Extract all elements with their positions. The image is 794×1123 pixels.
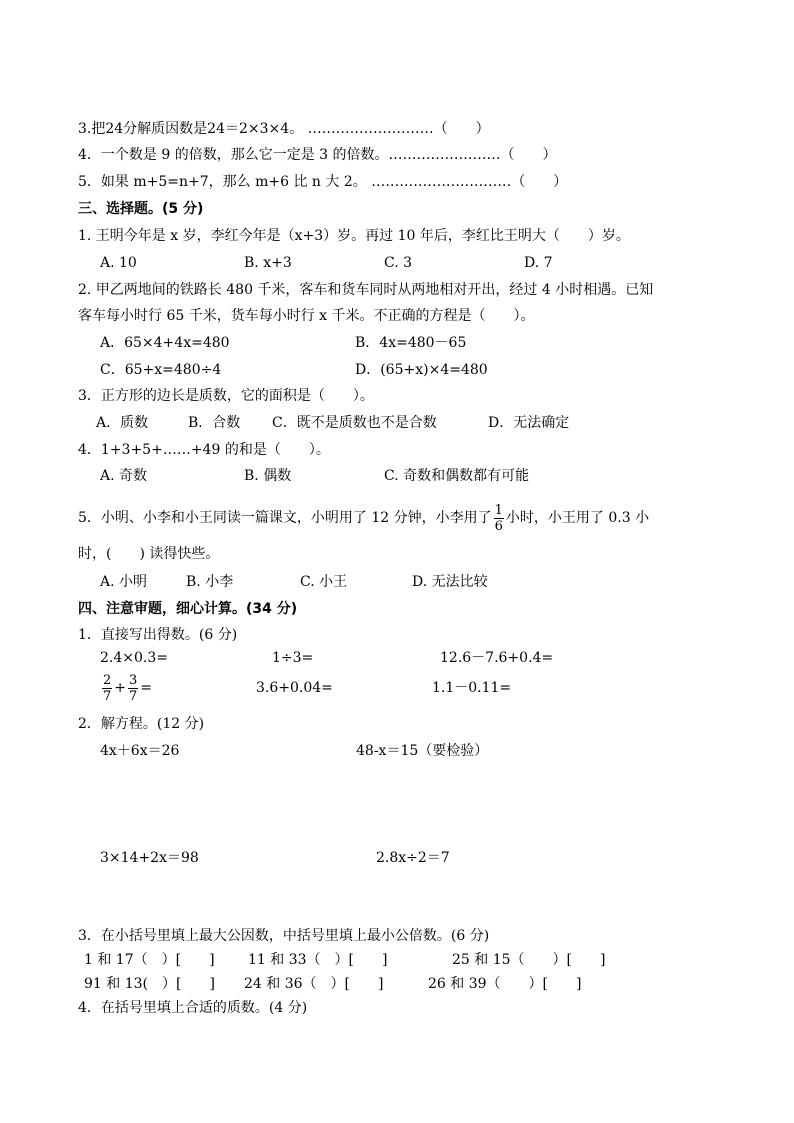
choice-q4-option-c: C. 奇数和偶数都有可能	[384, 468, 530, 484]
fraction-numerator: 1	[494, 502, 503, 518]
fraction-denominator: 7	[129, 688, 138, 704]
gcd-lcm-item-5: 24 和 36（ ）[ ]	[244, 976, 384, 992]
choice-q2-option-c: C．65+x=480÷4	[100, 362, 222, 378]
choice-q2-option-b: B．4x=480－65	[355, 335, 467, 351]
choice-q2-option-a: A．65×4+4x=480	[100, 335, 230, 351]
calc-item-5: 3.6+0.04=	[256, 680, 333, 696]
judge-q5: 5．如果 m+5=n+7，那么 m+6 比 n 大 2。 …………………………（ ）	[78, 174, 568, 190]
calc-item-2: 1÷3=	[272, 650, 314, 666]
gcd-lcm-item-4: 91 和 13( ）[ ]	[84, 976, 215, 992]
choice-q5-text-b: 小时，小王用了 0.3 小	[505, 510, 650, 526]
choice-q2-line2: 客车每小时行 65 千米，货车每小时行 x 千米。不正确的方程是（ ）。	[78, 308, 535, 324]
choice-q3-option-c: C．既不是质数也不是合数	[272, 415, 437, 431]
calc-part4-title: 4．在括号里填上合适的质数。(4 分)	[78, 1000, 308, 1016]
calc-item-4	[100, 670, 152, 706]
fraction-denominator: 7	[103, 688, 112, 704]
fraction-numerator: 3	[129, 672, 138, 688]
choice-q1-option-b: B. x+3	[244, 255, 292, 271]
choice-q3-option-d: D．无法确定	[488, 415, 570, 431]
choice-q5-option-d: D. 无法比较	[412, 574, 488, 590]
section-4-title: 四、注意审题，细心计算。(34 分)	[78, 601, 298, 617]
plus-sign: +	[114, 680, 127, 696]
equation-4: 2.8x÷2＝7	[376, 850, 450, 866]
gcd-lcm-item-6: 26 和 39（ ）[ ]	[428, 976, 582, 992]
judge-q4: 4．一个数是 9 的倍数，那么它一定是 3 的倍数。……………………（ ）	[78, 147, 557, 163]
choice-q5-line1	[78, 500, 649, 536]
choice-q1-option-d: D. 7	[524, 255, 553, 271]
choice-q5-option-b: B. 小李	[186, 574, 234, 590]
judge-q3: 3.把24分解质因数是24＝2×3×4。 ………………………（ ）	[78, 121, 490, 137]
gcd-lcm-item-1: 1 和 17（ ）[ ]	[84, 952, 215, 968]
calc-fraction-1	[102, 673, 112, 704]
calc-part1-title: 1．直接写出得数。(6 分)	[78, 627, 238, 643]
choice-q2-option-d: D．(65+x)×4=480	[355, 362, 488, 378]
calc-part3-title: 3．在小括号里填上最大公因数，中括号里填上最小公倍数。(6 分)	[78, 928, 490, 944]
choice-q5-text-a: 5．小明、小李和小王同读一篇课文，小明用了 12 分钟，小李用了	[78, 510, 492, 526]
equation-3: 3×14+2x＝98	[100, 850, 199, 866]
calc-item-1: 2.4×0.3=	[100, 650, 168, 666]
choice-q1-option-c: C. 3	[384, 255, 413, 271]
choice-q4-option-b: B. 偶数	[244, 468, 292, 484]
fraction-denominator: 6	[494, 518, 503, 534]
calc-part2-title: 2．解方程。(12 分)	[78, 716, 205, 732]
equals-sign: =	[140, 680, 153, 696]
gcd-lcm-item-3: 25 和 15（ ）[ ]	[452, 952, 606, 968]
calc-fraction-2	[128, 673, 138, 704]
choice-q5-line2: 时，( ) 读得快些。	[78, 546, 220, 562]
choice-q1-option-a: A. 10	[100, 255, 137, 271]
calc-item-6: 1.1－0.11=	[432, 680, 512, 696]
section-3-title: 三、选择题。(5 分)	[78, 201, 204, 217]
choice-q3-option-b: B．合数	[188, 415, 241, 431]
choice-q3: 3．正方形的边长是质数，它的面积是（ ）。	[78, 388, 374, 404]
choice-q5-option-c: C. 小王	[300, 574, 348, 590]
choice-q3-option-a: A．质数	[96, 415, 149, 431]
gcd-lcm-item-2: 11 和 33（ ）[ ]	[248, 952, 388, 968]
choice-q4-option-a: A. 奇数	[100, 468, 148, 484]
choice-q2-line1: 2. 甲乙两地间的铁路长 480 千米，客车和货车同时从两地相对开出，经过 4 小时相遇。已知	[78, 282, 654, 298]
calc-item-3: 12.6－7.6+0.4=	[440, 650, 554, 666]
equation-1: 4x＋6x＝26	[100, 743, 180, 759]
choice-q4: 4．1+3+5+……+49 的和是（ ）。	[78, 442, 330, 458]
choice-q5-option-a: A. 小明	[100, 574, 148, 590]
fraction-numerator: 2	[103, 672, 112, 688]
choice-q1: 1. 王明今年是 x 岁，李红今年是（x+3）岁。再过 10 年后，李红比王明大（ ）岁。	[78, 228, 630, 244]
choice-q5-fraction	[494, 503, 504, 534]
equation-2: 48-x＝15（要检验）	[356, 743, 489, 759]
